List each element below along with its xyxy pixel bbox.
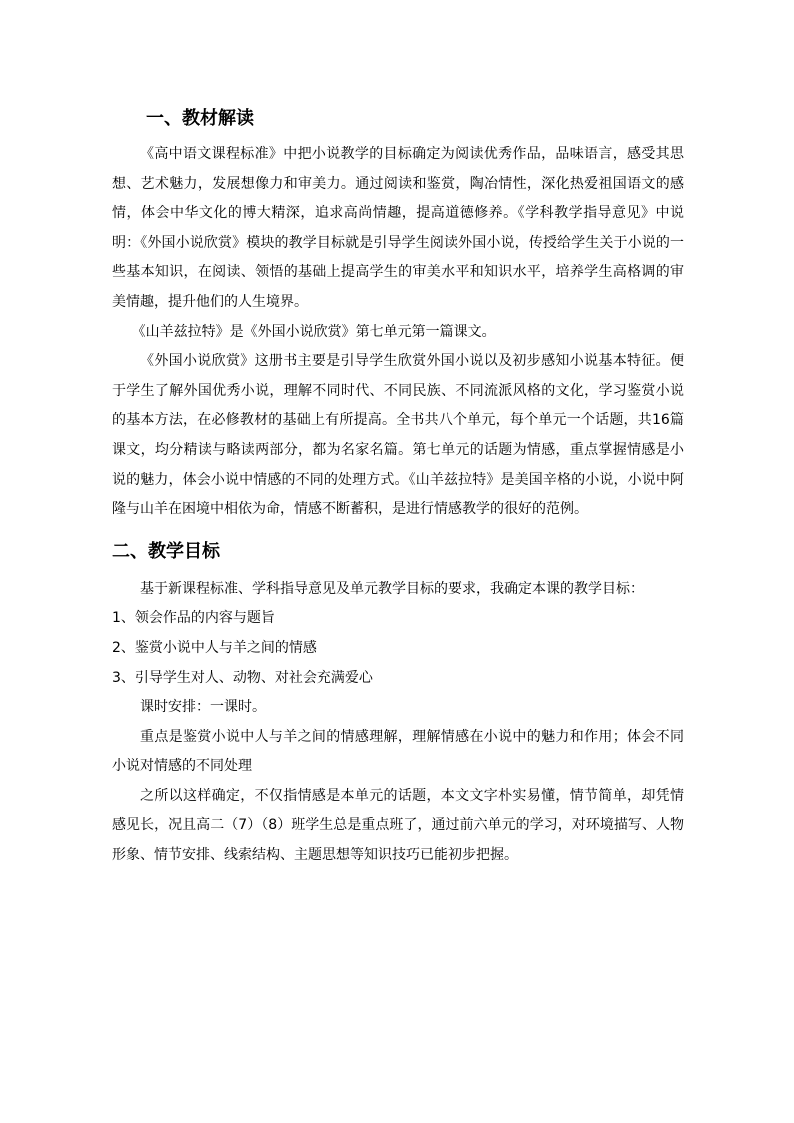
paragraph-schedule: 课时安排：一课时。: [140, 699, 266, 716]
goal-item: 3、引导学生对人、动物、对社会充满爱心: [112, 669, 373, 686]
paragraph-focus: 重点是鉴赏小说中人与羊之间的情感理解，理解情感在小说中的魅力和作用；体会不同小说对情感的不同处理: [112, 728, 684, 775]
paragraph-reason: 之所以这样确定，不仅指情感是本单元的话题，本文文字朴实易懂，情节简单，却凭情感见长，况且高二（7）（8）班学生总是重点班了，通过前六单元的学习，对环境描写、人物形象、情节安排、线索结构、主题思想等知识技巧已能初步把握。: [112, 787, 684, 864]
section-heading-textbook-analysis: 一、教材解读: [146, 108, 254, 129]
paragraph-curriculum-standard: 《高中语文课程标准》中把小说教学的目标确定为阅读优秀作品，品味语言，感受其思想、艺术魅力，发展想像力和审美力。通过阅读和鉴赏，陶冶情性，深化热爱祖国语文的感情，体会中华文化的博大精深，追求高尚情趣，提高道德修养。《学科教学指导意见》中说明：《外国小说欣赏》模块的教学目标就是引导学生阅读外国小说，传授给学生关于小说的一些基本知识，在阅读、领悟的基础上提高学生的审美水平和知识水平，培养学生高格调的审美情趣，提升他们的人生境界。: [112, 146, 684, 310]
goal-item: 2、鉴赏小说中人与羊之间的情感: [112, 639, 317, 656]
paragraph-goals-intro: 基于新课程标准、学科指导意见及单元教学目标的要求，我确定本课的教学目标：: [140, 580, 644, 597]
paragraph-book-overview: 《外国小说欣赏》这册书主要是引导学生欣赏外国小说以及初步感知小说基本特征。便于学生了解外国优秀小说，理解不同时代、不同民族、不同流派风格的文化，学习鉴赏小说的基本方法，在必修教材的基础上有所提高。全书共八个单元，每个单元一个话题，共16篇课文，均分精读与略读两部分，都为名家名篇。第七单元的话题为情感，重点掌握情感是小说的魅力，体会小说中情感的不同的处理方式。《山羊兹拉特》是美国辛格的小说，小说中阿隆与山羊在困境中相依为命，情感不断蓄积，是进行情感教学的很好的范例。: [112, 353, 684, 518]
document-page: [112, 102, 684, 871]
goal-item: 1、领会作品的内容与题旨: [112, 610, 275, 627]
paragraph-lesson-location: 《山羊兹拉特》是《外国小说欣赏》第七单元第一篇课文。: [131, 323, 496, 340]
section-heading-teaching-goals: 二、教学目标: [112, 540, 220, 562]
